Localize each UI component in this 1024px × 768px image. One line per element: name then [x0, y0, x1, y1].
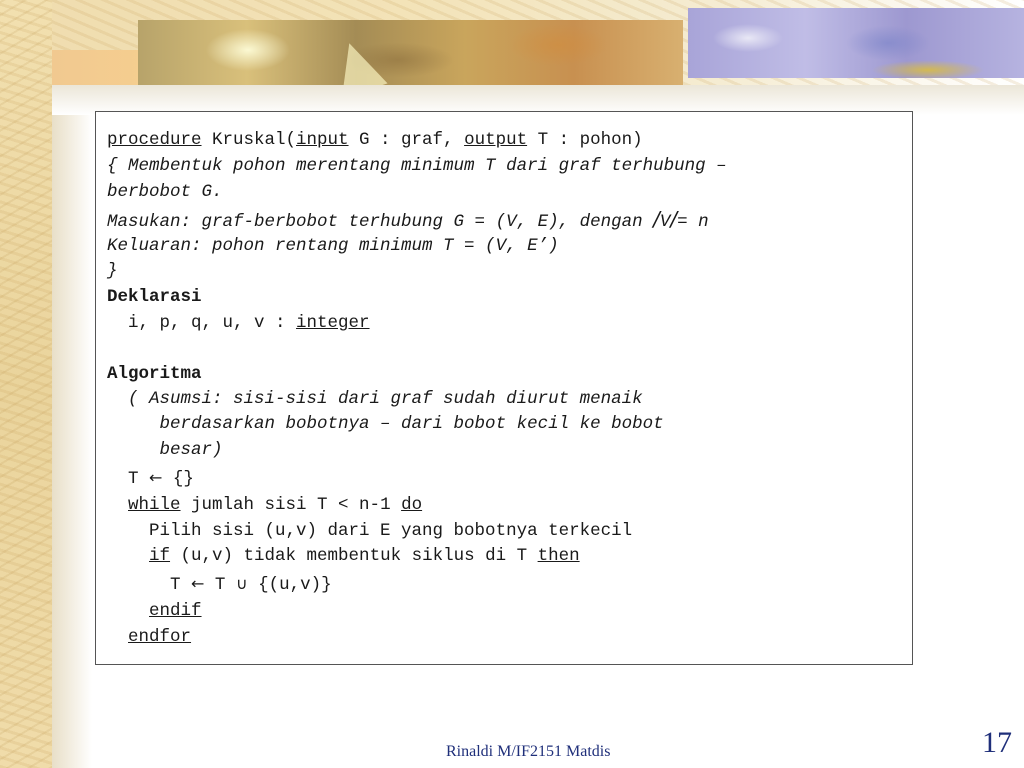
endif-statement	[107, 600, 202, 622]
keyword-output: output	[464, 130, 528, 150]
union-assignment	[107, 573, 332, 596]
background-collage-right-image	[688, 8, 1024, 78]
while-condition: jumlah sisi T < n-1	[180, 495, 402, 515]
keyword-then: then	[537, 546, 580, 566]
while-indent	[107, 495, 128, 515]
assumption-line-1: ( Asumsi: sisi-sisi dari graf sudah diurut menaik	[107, 389, 643, 409]
footer-author: Rinaldi M/IF2151 Matdis	[446, 743, 611, 760]
keyword-if: if	[149, 546, 171, 566]
assumption-line-2: berdasarkan bobotnya – dari bobot kecil ke bobot	[107, 414, 664, 434]
input-parameter: G : graf,	[348, 130, 465, 150]
if-condition: (u,v) tidak membentuk siklus di T	[170, 546, 538, 566]
keyword-input: input	[296, 130, 349, 150]
comment-line-3	[107, 208, 709, 233]
procedure-header	[107, 129, 643, 151]
assign-source: T	[204, 575, 236, 595]
keyword-endif: endif	[149, 601, 202, 621]
keyword-endfor: endfor	[128, 627, 192, 647]
comment-input-text: Masukan: graf-berbobot terhubung G = (V, E), dengan	[107, 212, 654, 232]
endfor-statement	[107, 626, 191, 648]
keyword-procedure: procedure	[107, 130, 202, 150]
assign-target: T	[107, 575, 192, 595]
page-number: 17	[982, 726, 1012, 759]
init-statement	[107, 467, 194, 490]
union-symbol-icon: ∪	[235, 574, 248, 593]
background-left-strip	[0, 0, 52, 768]
section-deklarasi: Deklarasi	[107, 287, 202, 307]
comment-line-4: Keluaran: pohon rentang minimum T = (V, E’)	[107, 236, 559, 256]
cardinality-bar-left: /	[653, 207, 660, 231]
endif-indent	[107, 601, 149, 621]
if-indent	[107, 546, 149, 566]
pick-edge-statement: Pilih sisi (u,v) dari E yang bobotnya terkecil	[107, 521, 633, 541]
if-statement	[107, 545, 580, 567]
comment-close-brace: }	[107, 261, 118, 281]
assign-arrow-icon: ←	[149, 468, 163, 487]
declared-variables: i, p, q, u, v :	[107, 313, 297, 333]
cardinality-bar-right: /	[670, 207, 678, 231]
output-parameter: T : pohon)	[527, 130, 643, 150]
declaration-line	[107, 312, 370, 334]
endfor-indent	[107, 627, 128, 647]
assign-arrow-icon: ←	[191, 574, 205, 593]
while-statement	[107, 494, 422, 516]
cardinality-v: V	[659, 212, 671, 232]
init-target: T	[107, 469, 150, 489]
comment-line-2: berbobot G.	[107, 182, 223, 202]
keyword-while: while	[128, 495, 181, 515]
init-empty-set: {}	[162, 469, 194, 489]
procedure-name: Kruskal(	[201, 130, 297, 150]
comment-equals-n: = n	[677, 212, 709, 232]
keyword-integer: integer	[296, 313, 370, 333]
comment-line-1: { Membentuk pohon merentang minimum T dari graf terhubung –	[107, 156, 727, 176]
background-left-shade	[52, 85, 92, 768]
section-algoritma: Algoritma	[107, 364, 202, 384]
background-collage-image	[138, 20, 683, 86]
keyword-do: do	[401, 495, 423, 515]
assign-edge-set: {(u,v)}	[247, 575, 332, 595]
assumption-line-3: besar)	[107, 440, 223, 460]
pseudocode-box	[95, 111, 913, 665]
